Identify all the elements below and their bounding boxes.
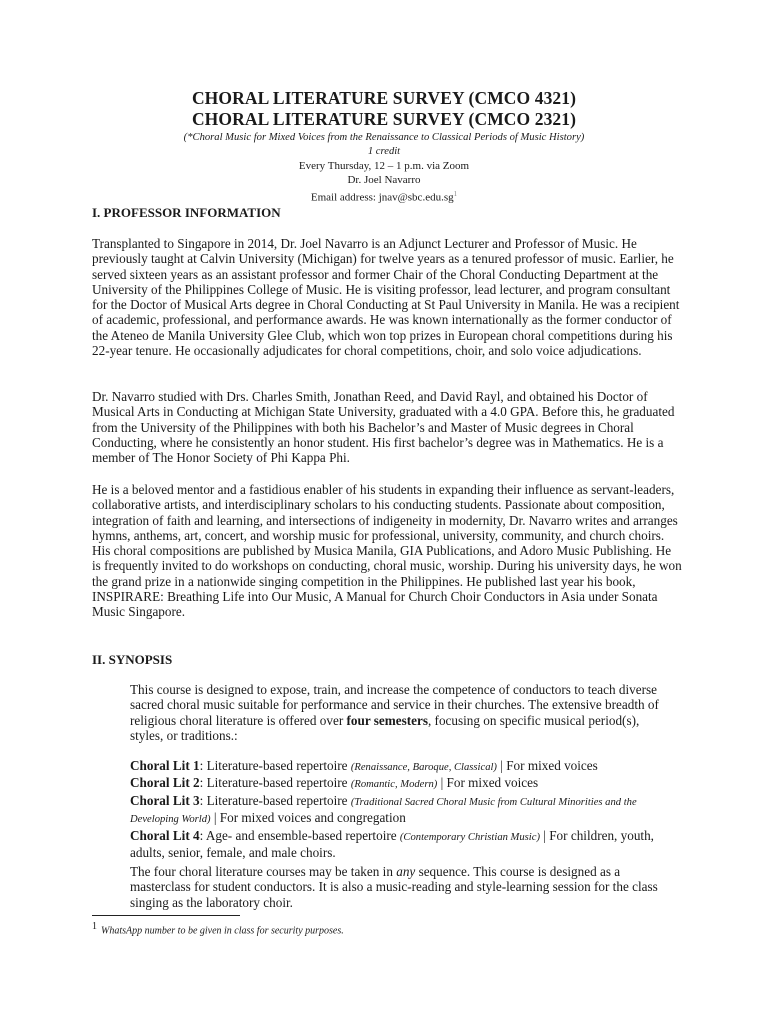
course-title-2321: CHORAL LITERATURE SURVEY (CMCO 2321) [191, 109, 577, 129]
lit1-periods: (Renaissance, Baroque, Classical) [350, 762, 497, 773]
lit3-text: : Literature-based repertoire [199, 792, 351, 808]
schedule-line: Every Thursday, 12 – 1 p.m. via Zoom [298, 160, 470, 172]
list-item-lit2 [130, 775, 670, 792]
lit4-label: Choral Lit 4 [130, 827, 200, 843]
lit2-periods: (Romantic, Modern) [350, 779, 438, 791]
footnote-divider [92, 915, 240, 916]
footnote-number: 1 [92, 921, 97, 932]
lit4-periods: (Contemporary Christian Music) [399, 831, 540, 843]
list-item-lit4 [130, 828, 670, 861]
synopsis-intro [130, 682, 670, 744]
closing-italic: any [396, 864, 416, 879]
synopsis-intro-text [130, 682, 670, 744]
footnote-reference: 1 [453, 190, 458, 198]
lit4-text: : Age- and ensemble-based repertoire [199, 827, 400, 843]
section-heading-professor: I. PROFESSOR INFORMATION [92, 205, 281, 220]
email-line [0, 187, 768, 205]
synopsis-intro-a: This course is designed to expose, train, and increase the competence of conductors to teach diverse sacred choral music suitable for performance and service in their churches. The extensive breadth of religious choral literature is offered over [130, 682, 659, 728]
synopsis-closing-text [130, 864, 670, 910]
closing-b: sequence. This course is designed as a masterclass for student conductors. It is also a music-reading and style-learning session for the class singing as the laboratory choir. [130, 864, 658, 910]
credit-line: 1 credit [367, 146, 401, 157]
professor-paragraph-1 [92, 236, 682, 358]
lit2-voices: | For mixed voices [437, 775, 539, 791]
list-item-lit1 [130, 758, 670, 775]
lit3-periods: (Traditional Sacred Choral Music from Cultural Minorities and the Developing World) [130, 796, 637, 826]
synopsis-intro-bold: four semesters [346, 712, 428, 728]
lit3-voices: | For mixed voices and congregation [210, 810, 406, 826]
list-item-lit3 [130, 793, 670, 828]
footnote [92, 921, 344, 936]
lit2-text: : Literature-based repertoire [199, 775, 351, 791]
professor-bio-text-2: Dr. Navarro studied with Drs. Charles Smith, Jonathan Reed, and David Rayl, and obtained his Doctor of Musical Arts in Conducting at Michigan State University, graduated with a 4.0 GPA. Before this, he graduated from the University of the Philippines with both his Bachelor’s and Master of Music degrees in Choral Conducting, where he consistently an honor student. His first bachelor’s degree was in Mathematics. He is a member of The Honor Society of Phi Kappa Phi. [92, 389, 675, 466]
professor-bio-text-3: He is a beloved mentor and a fastidious enabler of his students in expanding their influence as servant-leaders, collaborative artists, and interdisciplinary scholars to his conducting students. Passionate about composition, integration of faith and learning, and intersections of indigeneity in modernity, Dr. Navarro writes and arranges hymns, anthems, art, concert, and worship music for professional, university, community, and church choirs. His choral compositions are published by Musica Manila, GIA Publications, and Adoro Music Publishing. He is frequently invited to do workshops on conducting, choral music, worship. During his university days, he won the grand prize in a nationwide singing competition in the Philippines. He published last year his book, INSPIRARE: Breathing Life into Our Music, A Manual for Church Choir Conductors in Asia under Sonata Music Singapore. [92, 482, 682, 620]
instructor-name: Dr. Joel Navarro [347, 174, 421, 186]
choral-lit-list [130, 758, 670, 860]
professor-bio-text-1: Transplanted to Singapore in 2014, Dr. Joel Navarro is an Adjunct Lecturer and Professor of Music. He previously taught at Calvin University (Michigan) for twelve years as a tenured professor of music. Earlier, he served sixteen years as an assistant professor and former Chair of the Choral Conducting Department at the University of the Philippines College of Music. He is visiting professor, lead lecturer, and program consultant for the Doctor of Musical Arts degree in Choral Conducting at St Paul University in Manila. He was a recipient of academic, professional, and performance awards. He was known internationally as the former conductor of the Ateneo de Manila University Glee Club, which won top prizes in European choral competitions during his 22-year tenure. He occasionally adjudicates for choral competitions, choir, and solo voice adjudications. [92, 236, 680, 359]
lit4-voices: | For children, youth, adults, senior, female, and male choirs. [130, 827, 654, 861]
email-text: Email address: jnav@sbc.edu.sg [310, 191, 454, 204]
synopsis-closing [130, 864, 670, 910]
footnote-text: WhatsApp number to be given in class for security purposes. [101, 925, 344, 937]
document-header [0, 88, 768, 205]
section-heading-synopsis: II. SYNOPSIS [92, 652, 173, 667]
lit1-label: Choral Lit 1 [130, 758, 200, 773]
course-title-4321: CHORAL LITERATURE SURVEY (CMCO 4321) [191, 88, 577, 108]
lit3-label: Choral Lit 3 [130, 792, 200, 808]
lit2-label: Choral Lit 2 [130, 775, 200, 791]
course-subtitle: (*Choral Music for Mixed Voices from the Renaissance to Classical Periods of Music History) [183, 132, 585, 143]
closing-a: The four choral literature courses may be taken in [130, 864, 397, 879]
professor-paragraph-3 [92, 482, 682, 620]
lit1-voices: | For mixed voices [496, 758, 598, 773]
lit1-text: : Literature-based repertoire [199, 758, 351, 773]
synopsis-intro-b: , focusing on specific musical period(s), styles, or traditions.: [130, 712, 640, 744]
professor-paragraph-2 [92, 389, 682, 465]
